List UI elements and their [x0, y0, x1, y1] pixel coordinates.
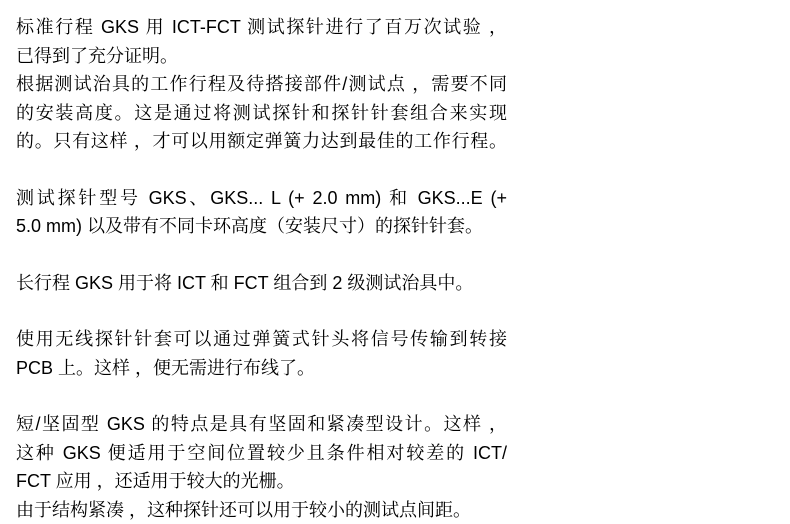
text-line: 的。只有这样 ，才可以用额定弹簧力达到最佳的工作行程。	[16, 127, 507, 156]
paragraph-long-stroke	[16, 269, 507, 298]
text-line: 根据测试治具的工作行程及待搭接部件/测试点 ，需要不同	[16, 70, 507, 99]
text-line: 这种 GKS 便适用于空间位置较少且条件相对较差的 ICT/	[16, 439, 507, 468]
text-line: 5.0 mm) 以及带有不同卡环高度（安装尺寸）的探针针套。	[16, 212, 507, 241]
text-line: 短/坚固型 GKS 的特点是具有坚固和紧凑型设计。这样 ，	[16, 410, 507, 439]
text-line: PCB 上。这样 ，便无需进行布线了。	[16, 354, 507, 383]
paragraph-standard-stroke	[16, 13, 507, 156]
text-line: 的安装高度。这是通过将测试探针和探针针套组合来实现	[16, 99, 507, 128]
text-line: 使用无线探针针套可以通过弹簧式针头将信号传输到转接	[16, 325, 507, 354]
text-line-clipped: 由于结构紧凑 ，这种探针还可以用于较小的测试点间距。	[16, 496, 507, 524]
paragraph-wireless-receptacle	[16, 325, 507, 382]
text-line: FCT 应用 ，还适用于较大的光栅。	[16, 467, 507, 496]
text-line: 标准行程 GKS 用 ICT-FCT 测试探针进行了百万次试验 ，	[16, 13, 507, 42]
paragraph-short-robust	[16, 410, 507, 524]
text-line: 已得到了充分证明。	[16, 42, 507, 71]
paragraph-probe-models	[16, 184, 507, 241]
text-line: 测试探针型号 GKS、GKS... L (+ 2.0 mm) 和 GKS...E (+	[16, 184, 507, 213]
text-line: 长行程 GKS 用于将 ICT 和 FCT 组合到 2 级测试治具中。	[16, 269, 507, 298]
